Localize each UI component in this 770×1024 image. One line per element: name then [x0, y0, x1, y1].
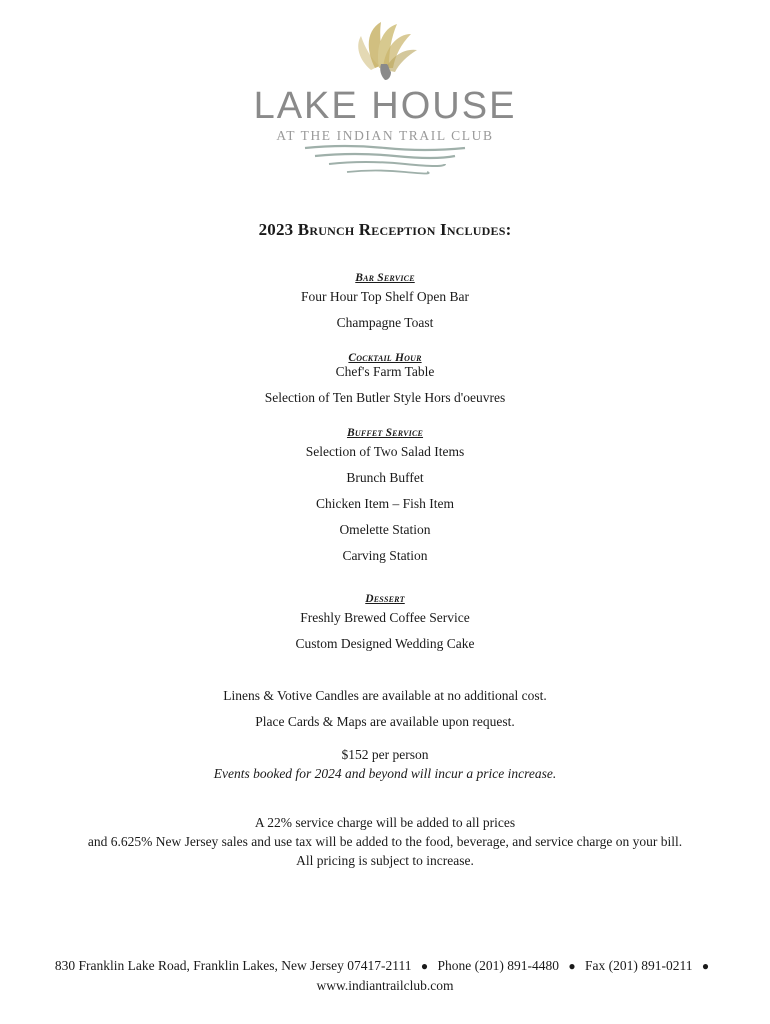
- service-charge: A 22% service charge will be added to all prices: [254, 815, 516, 830]
- bullet-icon: ●: [701, 959, 710, 973]
- footer-address: 830 Franklin Lake Road, Franklin Lakes, New Jersey 07417-2111: [54, 958, 412, 973]
- price-note: Events booked for 2024 and beyond will incur a price increase.: [213, 766, 557, 781]
- page-title: 2023 Brunch Reception Includes:: [258, 220, 512, 239]
- menu-item: Omelette Station: [339, 522, 431, 537]
- section-heading: Bar Service: [355, 272, 415, 284]
- menu-item: Freshly Brewed Coffee Service: [300, 610, 470, 625]
- notes: [0, 683, 770, 735]
- price: $152 per person: [341, 747, 429, 762]
- menu-item: Selection of Ten Butler Style Hors d'oeuvres: [264, 390, 506, 405]
- menu-item: Champagne Toast: [336, 315, 434, 330]
- bullet-icon: ●: [420, 959, 429, 973]
- footer-website[interactable]: www.indiantrailclub.com: [316, 978, 454, 993]
- section-dessert: [0, 593, 770, 657]
- pricing: [0, 745, 770, 783]
- pricing-subject: All pricing is subject to increase.: [296, 853, 474, 868]
- menu-item: Brunch Buffet: [346, 470, 424, 485]
- section-heading: Cocktail Hour: [348, 352, 422, 364]
- section-buffet-service: [0, 427, 770, 569]
- menu-item: Selection of Two Salad Items: [305, 444, 465, 459]
- tax-note: and 6.625% New Jersey sales and use tax will be added to the food, beverage, and service charge on your bill.: [87, 834, 683, 849]
- menu-item: Chef's Farm Table: [335, 364, 435, 379]
- section-cocktail-hour: [0, 352, 770, 411]
- footer-phone: Phone (201) 891-4480: [437, 958, 560, 973]
- footer-contact: [0, 956, 770, 976]
- brand-name: LAKE HOUSE: [253, 85, 517, 127]
- waves-icon: [295, 144, 475, 178]
- footer-fax: Fax (201) 891-0211: [585, 958, 693, 973]
- footer: [0, 956, 770, 996]
- charges: [0, 813, 770, 870]
- menu-item: Carving Station: [342, 548, 428, 563]
- headdress-icon: [345, 18, 425, 84]
- section-heading: Buffet Service: [346, 427, 424, 439]
- bullet-icon: ●: [568, 959, 576, 973]
- logo: [0, 18, 770, 178]
- linens-note: Linens & Votive Candles are available at no additional cost.: [223, 688, 547, 703]
- menu-item: Chicken Item – Fish Item: [316, 496, 454, 511]
- section-bar-service: [0, 272, 770, 336]
- brand-subtitle: AT THE INDIAN TRAIL CLUB: [276, 128, 494, 143]
- placecards-note: Place Cards & Maps are available upon request.: [255, 714, 515, 729]
- menu-item: Custom Designed Wedding Cake: [295, 636, 475, 651]
- section-heading: Dessert: [365, 593, 405, 605]
- menu-item: Four Hour Top Shelf Open Bar: [301, 289, 469, 304]
- menu-content: [0, 272, 770, 870]
